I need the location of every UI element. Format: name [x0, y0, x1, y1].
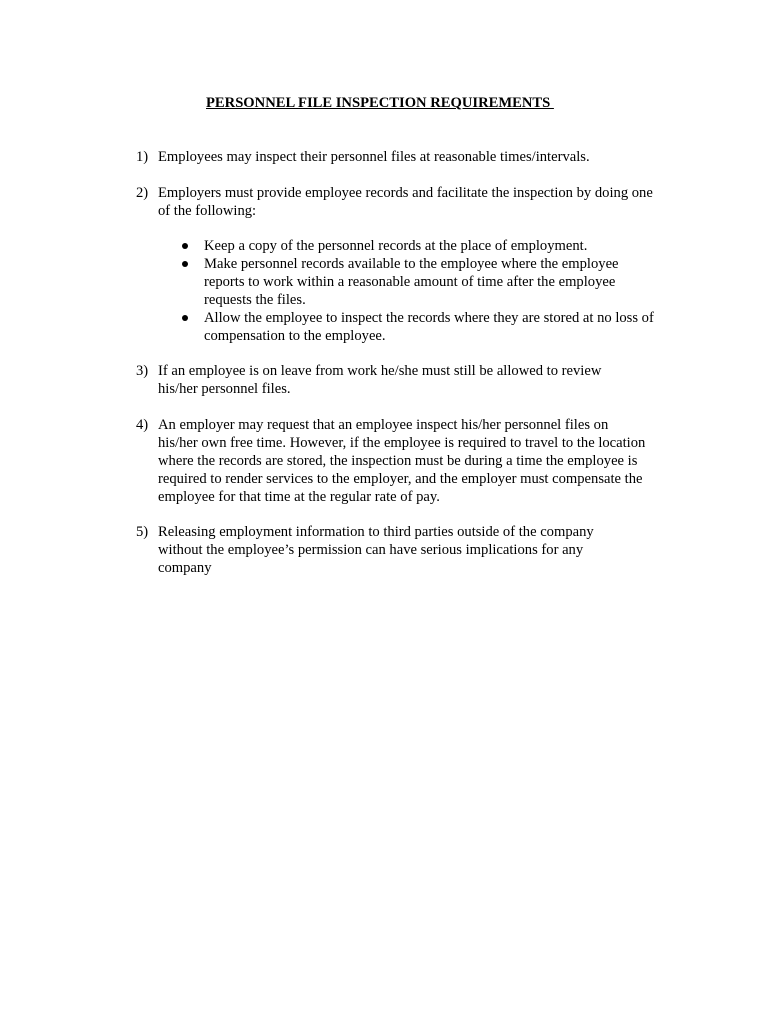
list-item-3	[136, 362, 666, 398]
list-item-1	[136, 148, 666, 166]
bullet-text: Allow the employee to inspect the records where they are stored at no loss of compensation to the employee.	[204, 310, 654, 344]
bullet-icon	[182, 261, 188, 267]
bullet-text: Keep a copy of the personnel records at the place of employment.	[204, 238, 588, 254]
item-number: 4)	[136, 417, 149, 433]
item-number: 1)	[136, 149, 149, 165]
item-text: Releasing employment information to third parties outside of the company without the employee’s permission can have serious implications for any company	[158, 524, 594, 576]
list-item-5	[136, 523, 666, 577]
item-number: 2)	[136, 185, 149, 201]
item-text: If an employee is on leave from work he/she must still be allowed to review his/her personnel files.	[158, 363, 602, 397]
item-text: Employers must provide employee records and facilitate the inspection by doing one of the following:	[158, 185, 653, 219]
list-item-2	[136, 184, 666, 220]
item-number: 5)	[136, 524, 149, 540]
item-text: An employer may request that an employee inspect his/her personnel files on his/her own free time. However, if the employee is required to travel to the location where the records are stored, the inspection must be during a time the employee is required to render services to the employer, and the employer must compensate the employee for that time at the regular rate of pay.	[158, 417, 646, 505]
bullet-item	[182, 255, 662, 309]
item-text: Employees may inspect their personnel files at reasonable times/intervals.	[158, 149, 590, 165]
item-number: 3)	[136, 363, 149, 379]
list-item-4	[136, 416, 666, 506]
bullet-item	[182, 309, 662, 345]
document-title: PERSONNEL FILE INSPECTION REQUIREMENTS	[206, 95, 554, 111]
bullet-icon	[182, 315, 188, 321]
bullet-icon	[182, 243, 188, 249]
bullet-text: Make personnel records available to the employee where the employee reports to work within a reasonable amount of time after the employee requests the files.	[204, 256, 619, 308]
bullet-item	[182, 237, 662, 255]
bullet-list	[182, 237, 662, 345]
